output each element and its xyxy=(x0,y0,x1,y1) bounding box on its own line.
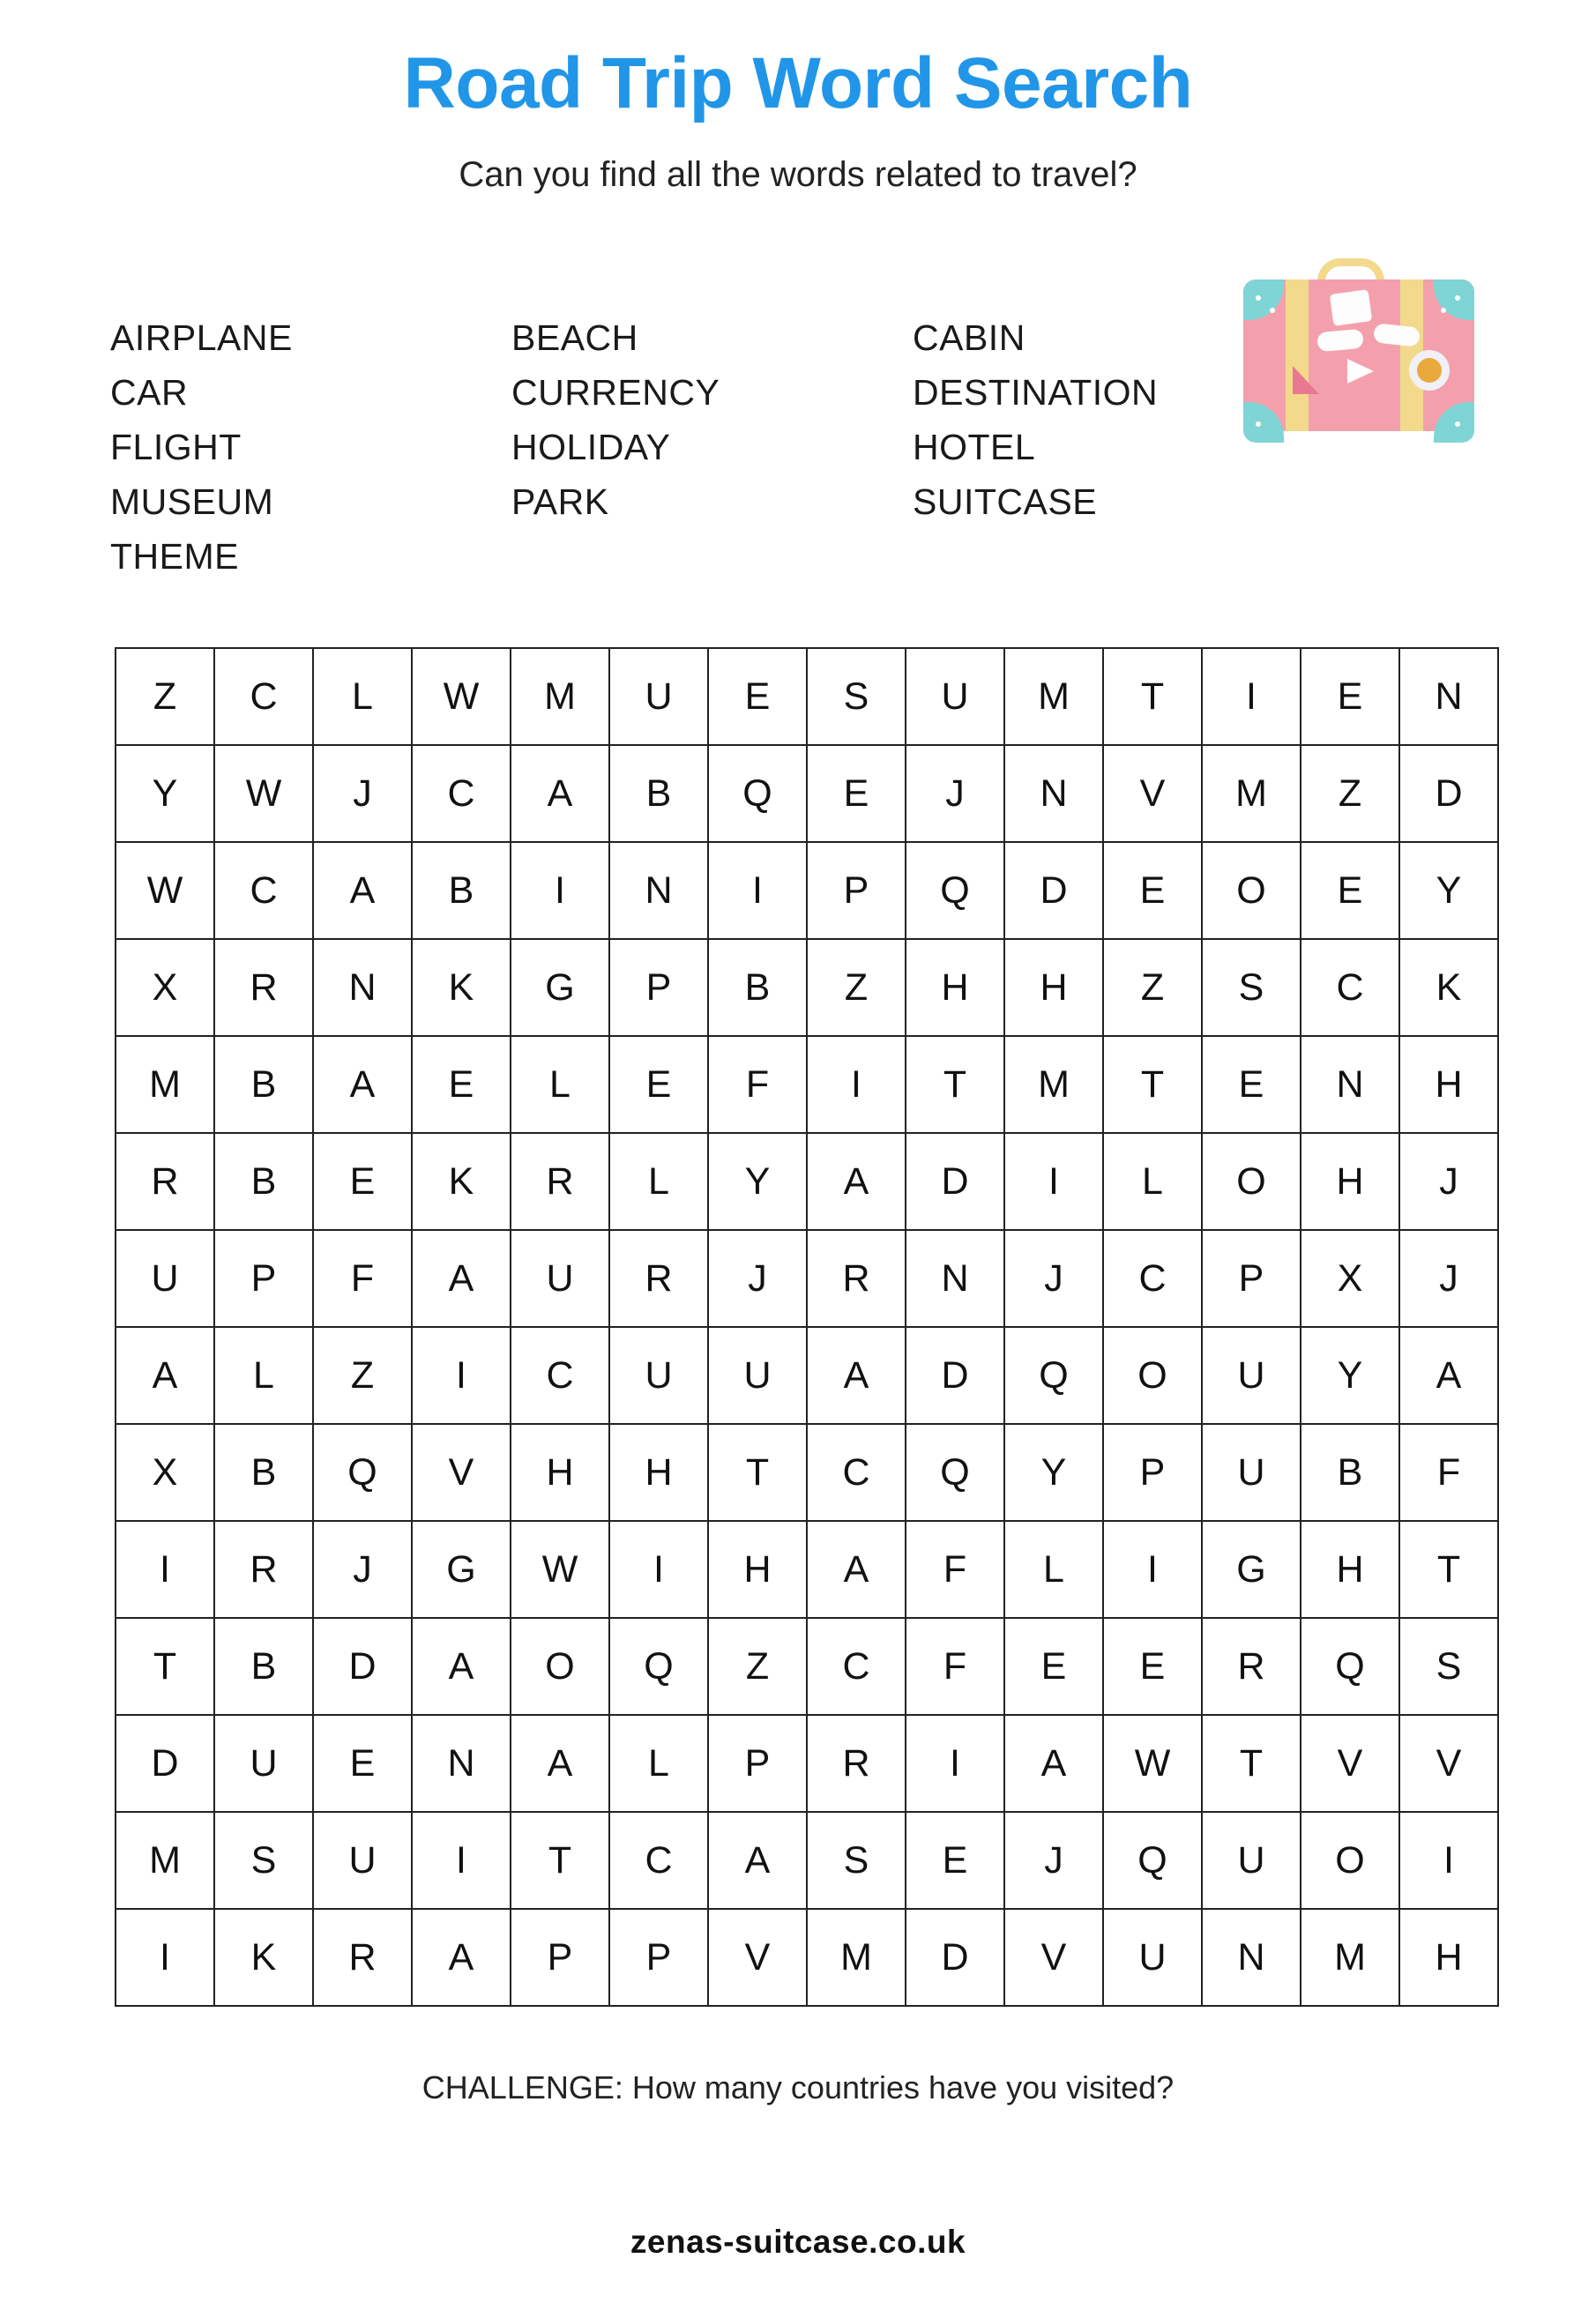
grid-cell[interactable]: D xyxy=(906,1133,1004,1230)
grid-cell[interactable]: I xyxy=(1103,1521,1202,1618)
grid-cell[interactable]: G xyxy=(511,939,609,1036)
grid-cell[interactable]: E xyxy=(313,1715,412,1812)
grid-cell[interactable]: F xyxy=(708,1036,807,1133)
grid-cell[interactable]: S xyxy=(1399,1618,1498,1715)
grid-cell[interactable]: B xyxy=(214,1133,313,1230)
grid-cell[interactable]: J xyxy=(313,1521,412,1618)
grid-row xyxy=(116,1618,1498,1715)
suitcase-pennant-sticker xyxy=(1347,359,1374,384)
grid-cell[interactable]: I xyxy=(906,1715,1004,1812)
grid-cell[interactable]: B xyxy=(412,842,511,939)
grid-cell[interactable]: F xyxy=(906,1521,1004,1618)
grid-cell[interactable]: Q xyxy=(1103,1812,1202,1909)
word-item: BEACH xyxy=(511,317,638,358)
grid-cell[interactable]: R xyxy=(807,1230,906,1327)
word-item: HOLIDAY xyxy=(511,427,671,467)
grid-cell[interactable]: D xyxy=(313,1618,412,1715)
grid-cell[interactable]: A xyxy=(807,1133,906,1230)
grid-cell[interactable]: A xyxy=(116,1327,214,1424)
grid-cell[interactable]: N xyxy=(1301,1036,1399,1133)
grid-row xyxy=(116,1133,1498,1230)
grid-cell[interactable]: F xyxy=(906,1618,1004,1715)
grid-cell[interactable]: M xyxy=(1202,745,1301,842)
word-item: FLIGHT xyxy=(110,427,242,467)
grid-cell[interactable]: S xyxy=(1202,939,1301,1036)
grid-row xyxy=(116,1715,1498,1812)
grid-cell[interactable]: H xyxy=(609,1424,708,1521)
grid-cell[interactable]: I xyxy=(708,842,807,939)
grid-cell[interactable]: U xyxy=(116,1230,214,1327)
grid-cell[interactable]: C xyxy=(807,1424,906,1521)
grid-cell[interactable]: U xyxy=(906,648,1004,745)
grid-cell[interactable]: J xyxy=(1399,1133,1498,1230)
grid-cell[interactable]: T xyxy=(906,1036,1004,1133)
grid-cell[interactable]: U xyxy=(511,1230,609,1327)
grid-cell[interactable]: E xyxy=(609,1036,708,1133)
grid-cell[interactable]: O xyxy=(1301,1812,1399,1909)
grid-cell[interactable]: Q xyxy=(609,1618,708,1715)
grid-cell[interactable]: V xyxy=(1004,1909,1103,2006)
grid-cell[interactable]: B xyxy=(214,1036,313,1133)
grid-cell[interactable]: K xyxy=(214,1909,313,2006)
grid-cell[interactable]: R xyxy=(511,1133,609,1230)
grid-cell[interactable]: A xyxy=(412,1909,511,2006)
grid-cell[interactable]: I xyxy=(1399,1812,1498,1909)
luggage-tag-icon xyxy=(1330,289,1373,326)
word-item: MUSEUM xyxy=(110,481,274,522)
word-item: DESTINATION xyxy=(913,372,1159,413)
grid-cell[interactable]: W xyxy=(511,1521,609,1618)
grid-cell[interactable]: E xyxy=(708,648,807,745)
grid-cell[interactable]: U xyxy=(708,1327,807,1424)
grid-cell[interactable]: C xyxy=(609,1812,708,1909)
grid-cell[interactable]: U xyxy=(1202,1327,1301,1424)
grid-cell[interactable]: B xyxy=(214,1618,313,1715)
grid-cell[interactable]: Y xyxy=(1301,1327,1399,1424)
grid-row xyxy=(116,842,1498,939)
grid-cell[interactable]: D xyxy=(906,1327,1004,1424)
grid-cell[interactable]: C xyxy=(214,648,313,745)
suitcase-dot xyxy=(1256,295,1261,301)
grid-cell[interactable]: L xyxy=(609,1133,708,1230)
grid-cell[interactable]: H xyxy=(1301,1521,1399,1618)
grid-cell[interactable]: J xyxy=(313,745,412,842)
grid-cell[interactable]: T xyxy=(1399,1521,1498,1618)
grid-cell[interactable]: M xyxy=(807,1909,906,2006)
grid-cell[interactable]: I xyxy=(1004,1133,1103,1230)
grid-cell[interactable]: B xyxy=(1301,1424,1399,1521)
grid-cell[interactable]: Z xyxy=(807,939,906,1036)
grid-cell[interactable]: G xyxy=(1202,1521,1301,1618)
grid-cell[interactable]: P xyxy=(708,1715,807,1812)
grid-cell[interactable]: A xyxy=(412,1230,511,1327)
grid-cell[interactable]: W xyxy=(1103,1715,1202,1812)
grid-cell[interactable]: A xyxy=(313,842,412,939)
grid-row xyxy=(116,1036,1498,1133)
grid-cell[interactable]: Q xyxy=(1301,1618,1399,1715)
grid-cell[interactable]: Q xyxy=(906,842,1004,939)
challenge-text: CHALLENGE: How many countries have you visited? xyxy=(421,2069,1175,2105)
grid-cell[interactable]: H xyxy=(1399,1036,1498,1133)
suitcase-strap xyxy=(1286,279,1309,431)
footer-website: zenas-suitcase.co.uk xyxy=(630,2224,966,2260)
grid-cell[interactable]: I xyxy=(511,842,609,939)
grid-cell[interactable]: A xyxy=(1399,1327,1498,1424)
grid-cell[interactable]: E xyxy=(412,1036,511,1133)
grid-cell[interactable]: R xyxy=(807,1715,906,1812)
grid-cell[interactable]: W xyxy=(116,842,214,939)
grid-cell[interactable]: I xyxy=(807,1036,906,1133)
word-list-column-1 xyxy=(110,310,511,584)
grid-cell[interactable]: T xyxy=(1202,1715,1301,1812)
grid-cell[interactable]: N xyxy=(412,1715,511,1812)
grid-cell[interactable]: A xyxy=(412,1618,511,1715)
word-item: CAR xyxy=(110,372,189,413)
grid-cell[interactable]: U xyxy=(214,1715,313,1812)
grid-cell[interactable]: C xyxy=(807,1618,906,1715)
grid-cell[interactable]: Z xyxy=(708,1618,807,1715)
grid-cell[interactable]: R xyxy=(313,1909,412,2006)
word-item: CABIN xyxy=(913,317,1025,358)
grid-cell[interactable]: E xyxy=(1103,1618,1202,1715)
grid-cell[interactable]: K xyxy=(412,939,511,1036)
grid-cell[interactable]: J xyxy=(1004,1812,1103,1909)
grid-cell[interactable]: V xyxy=(1103,745,1202,842)
grid-cell[interactable]: L xyxy=(1103,1133,1202,1230)
grid-cell[interactable]: A xyxy=(511,745,609,842)
grid-cell[interactable]: V xyxy=(412,1424,511,1521)
grid-row xyxy=(116,1327,1498,1424)
grid-row xyxy=(116,1909,1498,2006)
grid-cell[interactable]: Q xyxy=(1004,1327,1103,1424)
word-item: PARK xyxy=(511,481,609,522)
grid-cell[interactable]: H xyxy=(1399,1909,1498,2006)
grid-cell[interactable]: E xyxy=(1103,842,1202,939)
grid-cell[interactable]: P xyxy=(609,939,708,1036)
grid-cell[interactable]: R xyxy=(609,1230,708,1327)
grid-cell[interactable]: X xyxy=(1301,1230,1399,1327)
grid-cell[interactable]: N xyxy=(1202,1909,1301,2006)
grid-cell[interactable]: P xyxy=(214,1230,313,1327)
grid-cell[interactable]: I xyxy=(412,1812,511,1909)
grid-cell[interactable]: N xyxy=(609,842,708,939)
grid-cell[interactable]: Y xyxy=(1004,1424,1103,1521)
grid-cell[interactable]: B xyxy=(708,939,807,1036)
grid-cell[interactable]: E xyxy=(1301,842,1399,939)
grid-cell[interactable]: U xyxy=(1202,1812,1301,1909)
grid-cell[interactable]: S xyxy=(807,648,906,745)
grid-cell[interactable]: N xyxy=(313,939,412,1036)
grid-cell[interactable]: P xyxy=(511,1909,609,2006)
grid-cell[interactable]: L xyxy=(313,648,412,745)
grid-cell[interactable]: M xyxy=(511,648,609,745)
grid-row xyxy=(116,745,1498,842)
grid-cell[interactable]: X xyxy=(116,1424,214,1521)
suitcase-dot xyxy=(1455,295,1460,301)
grid-cell[interactable]: E xyxy=(807,745,906,842)
suitcase-icon xyxy=(1236,253,1483,443)
grid-cell[interactable]: F xyxy=(313,1230,412,1327)
grid-cell[interactable]: M xyxy=(116,1812,214,1909)
grid-cell[interactable]: V xyxy=(1301,1715,1399,1812)
grid-cell[interactable]: T xyxy=(1103,1036,1202,1133)
grid-cell[interactable]: R xyxy=(214,1521,313,1618)
grid-cell[interactable]: Y xyxy=(708,1133,807,1230)
word-item: HOTEL xyxy=(913,427,1036,467)
grid-cell[interactable]: Z xyxy=(1301,745,1399,842)
grid-cell[interactable]: L xyxy=(511,1036,609,1133)
grid-cell[interactable]: Q xyxy=(906,1424,1004,1521)
grid-cell[interactable]: I xyxy=(412,1327,511,1424)
grid-cell[interactable]: T xyxy=(116,1618,214,1715)
grid-cell[interactable]: F xyxy=(1399,1424,1498,1521)
grid-cell[interactable]: K xyxy=(1399,939,1498,1036)
grid-cell[interactable]: X xyxy=(116,939,214,1036)
grid-cell[interactable]: K xyxy=(412,1133,511,1230)
word-item: THEME xyxy=(110,536,239,577)
grid-row xyxy=(116,1521,1498,1618)
grid-cell[interactable]: R xyxy=(214,939,313,1036)
suitcase-triangle-sticker xyxy=(1293,366,1319,394)
grid-cell[interactable]: H xyxy=(708,1521,807,1618)
grid-cell[interactable]: A xyxy=(313,1036,412,1133)
word-search-grid[interactable] xyxy=(115,647,1473,2007)
grid-cell[interactable]: M xyxy=(1301,1909,1399,2006)
grid-cell[interactable]: Z xyxy=(116,648,214,745)
grid-cell[interactable]: U xyxy=(1103,1909,1202,2006)
grid-cell[interactable]: Z xyxy=(313,1327,412,1424)
grid-cell[interactable]: S xyxy=(214,1812,313,1909)
grid-cell[interactable]: H xyxy=(1301,1133,1399,1230)
grid-cell[interactable]: J xyxy=(1004,1230,1103,1327)
grid-cell[interactable]: D xyxy=(116,1715,214,1812)
grid-cell[interactable]: M xyxy=(1004,648,1103,745)
grid-cell[interactable]: P xyxy=(807,842,906,939)
word-item: SUITCASE xyxy=(913,481,1098,522)
grid-cell[interactable]: L xyxy=(609,1715,708,1812)
grid-cell[interactable]: L xyxy=(1004,1521,1103,1618)
grid-cell[interactable]: L xyxy=(214,1327,313,1424)
grid-cell[interactable]: A xyxy=(708,1812,807,1909)
grid-cell[interactable]: M xyxy=(116,1036,214,1133)
grid-cell[interactable]: A xyxy=(511,1715,609,1812)
grid-cell[interactable]: C xyxy=(214,842,313,939)
grid-cell[interactable]: A xyxy=(807,1521,906,1618)
grid-cell[interactable]: J xyxy=(906,745,1004,842)
grid-cell[interactable]: O xyxy=(1202,842,1301,939)
grid-cell[interactable]: I xyxy=(116,1521,214,1618)
grid-cell[interactable]: H xyxy=(1004,939,1103,1036)
grid-cell[interactable]: U xyxy=(313,1812,412,1909)
grid-cell[interactable]: D xyxy=(1004,842,1103,939)
grid-cell[interactable]: D xyxy=(1399,745,1498,842)
grid-cell[interactable]: T xyxy=(1103,648,1202,745)
grid-cell[interactable]: W xyxy=(412,648,511,745)
grid-cell[interactable]: A xyxy=(1004,1715,1103,1812)
grid-cell[interactable]: Y xyxy=(1399,842,1498,939)
grid-cell[interactable]: P xyxy=(1202,1230,1301,1327)
grid-cell[interactable]: G xyxy=(412,1521,511,1618)
grid-cell[interactable]: U xyxy=(1202,1424,1301,1521)
grid-cell[interactable]: D xyxy=(906,1909,1004,2006)
grid-cell[interactable]: E xyxy=(1301,648,1399,745)
grid-cell[interactable]: U xyxy=(609,1327,708,1424)
page-title: Road Trip Word Search xyxy=(403,43,1193,123)
grid-cell[interactable]: C xyxy=(412,745,511,842)
grid-cell[interactable]: R xyxy=(1202,1618,1301,1715)
grid-cell[interactable]: N xyxy=(906,1230,1004,1327)
grid-cell[interactable]: N xyxy=(1004,745,1103,842)
suitcase-badge-sticker xyxy=(1409,350,1450,391)
suitcase-dot xyxy=(1441,308,1446,313)
word-item: CURRENCY xyxy=(511,372,720,413)
suitcase-dot xyxy=(1455,421,1460,427)
grid-cell[interactable]: E xyxy=(1004,1618,1103,1715)
grid-cell[interactable]: C xyxy=(511,1327,609,1424)
grid-cell[interactable]: Q xyxy=(708,745,807,842)
grid-cell[interactable]: Z xyxy=(1103,939,1202,1036)
grid-row xyxy=(116,939,1498,1036)
grid-row xyxy=(116,1230,1498,1327)
grid-cell[interactable]: Y xyxy=(116,745,214,842)
worksheet-page xyxy=(0,43,1596,2303)
grid-cell[interactable]: I xyxy=(1202,648,1301,745)
grid-row xyxy=(116,648,1498,745)
grid-cell[interactable]: J xyxy=(708,1230,807,1327)
page-subtitle: Can you find all the words related to travel? xyxy=(459,155,1137,195)
grid-cell[interactable]: P xyxy=(609,1909,708,2006)
grid-cell[interactable]: E xyxy=(1202,1036,1301,1133)
grid-cell[interactable]: O xyxy=(1202,1133,1301,1230)
grid-cell[interactable]: H xyxy=(906,939,1004,1036)
grid-cell[interactable]: R xyxy=(116,1133,214,1230)
grid-cell[interactable]: H xyxy=(511,1424,609,1521)
word-item: AIRPLANE xyxy=(110,317,293,358)
grid-row xyxy=(116,1424,1498,1521)
grid-cell[interactable]: U xyxy=(609,648,708,745)
grid-cell[interactable]: Q xyxy=(313,1424,412,1521)
grid-body xyxy=(116,648,1498,2006)
grid-cell[interactable]: I xyxy=(609,1521,708,1618)
grid-cell[interactable]: A xyxy=(807,1327,906,1424)
grid-cell[interactable]: M xyxy=(1004,1036,1103,1133)
grid-cell[interactable]: N xyxy=(1399,648,1498,745)
grid-cell[interactable]: E xyxy=(906,1812,1004,1909)
grid-row xyxy=(116,1812,1498,1909)
grid-cell[interactable]: J xyxy=(1399,1230,1498,1327)
grid-cell[interactable]: B xyxy=(609,745,708,842)
grid-cell[interactable]: T xyxy=(511,1812,609,1909)
grid-cell[interactable]: T xyxy=(708,1424,807,1521)
grid-cell[interactable]: O xyxy=(1103,1327,1202,1424)
grid-cell[interactable]: V xyxy=(708,1909,807,2006)
grid-cell[interactable]: W xyxy=(214,745,313,842)
grid-cell[interactable]: S xyxy=(807,1812,906,1909)
grid-cell[interactable]: C xyxy=(1301,939,1399,1036)
suitcase-dot xyxy=(1256,421,1261,427)
grid-cell[interactable]: I xyxy=(116,1909,214,2006)
word-list xyxy=(110,310,1309,584)
grid-table[interactable] xyxy=(115,647,1499,2007)
grid-cell[interactable]: V xyxy=(1399,1715,1498,1812)
word-list-column-2 xyxy=(511,310,913,584)
grid-cell[interactable]: P xyxy=(1103,1424,1202,1521)
grid-cell[interactable]: E xyxy=(313,1133,412,1230)
grid-cell[interactable]: C xyxy=(1103,1230,1202,1327)
grid-cell[interactable]: O xyxy=(511,1618,609,1715)
grid-cell[interactable]: B xyxy=(214,1424,313,1521)
suitcase-dot xyxy=(1270,308,1275,313)
